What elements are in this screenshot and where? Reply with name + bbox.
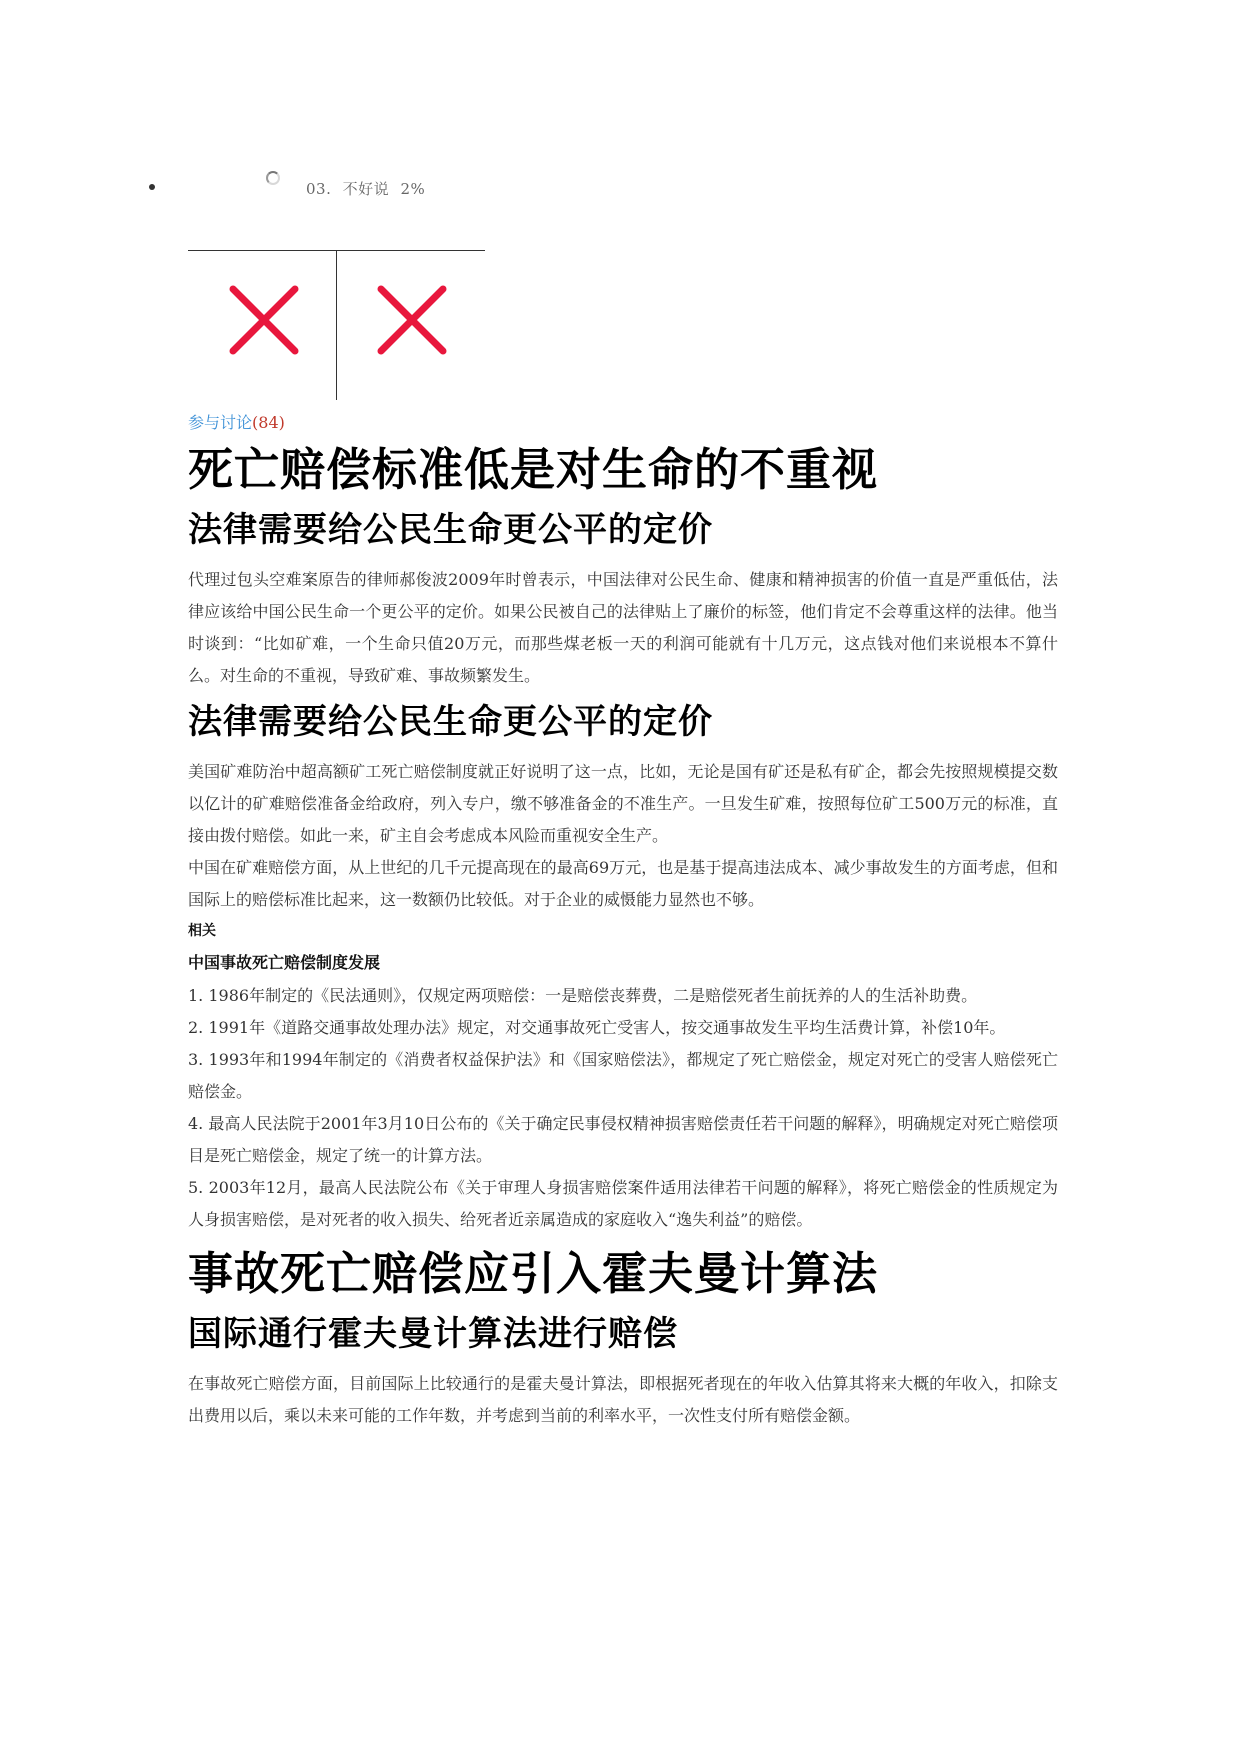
broken-image-icon	[227, 283, 301, 357]
related-label: 相关	[188, 923, 216, 939]
discussion-label: 参与讨论	[188, 413, 253, 432]
poll-option-number: 03.	[306, 180, 332, 198]
discussion-count: (84)	[252, 413, 285, 432]
paragraph: 中国在矿难赔偿方面，从上世纪的几千元提高现在的最高69万元，也是基于提高违法成本、减少事故发生的方面考虑，但和国际上的赔偿标准比起来，这一数额仍比较低。对于企业的威慑能力显然也不够。	[188, 858, 1058, 909]
image-divider	[336, 251, 337, 400]
list-item: 2. 1991年《道路交通事故处理办法》规定，对交通事故死亡受害人，按交通事故发生平均生活费计算，补偿10年。	[188, 1018, 1006, 1037]
list-item: 3. 1993年和1994年制定的《消费者权益保护法》和《国家赔偿法》，都规定了死亡赔偿金，规定对死亡的受害人赔偿死亡赔偿金。	[188, 1050, 1058, 1101]
poll-option-percent: 2%	[400, 180, 426, 198]
discussion-link[interactable]	[188, 410, 285, 433]
list-item: 4. 最高人民法院于2001年3月10日公布的《关于确定民事侵权精神损害赔偿责任若干问题的解释》，明确规定对死亡赔偿项目是死亡赔偿金，规定了统一的计算方法。	[188, 1114, 1058, 1165]
section-heading: 法律需要给公民生命更公平的定价	[188, 702, 713, 742]
loading-spinner-icon	[266, 171, 280, 185]
broken-image-icon	[375, 283, 449, 357]
section-heading: 国际通行霍夫曼计算法进行赔偿	[188, 1314, 678, 1354]
related-title: 中国事故死亡赔偿制度发展	[188, 953, 381, 972]
paragraph: 在事故死亡赔偿方面，目前国际上比较通行的是霍夫曼计算法，即根据死者现在的年收入估算其将来大概的年收入，扣除支出费用以后，乘以未来可能的工作年数，并考虑到当前的利率水平，一次性支付所有赔偿金额。	[188, 1374, 1058, 1425]
list-item: 1. 1986年制定的《民法通则》，仅规定两项赔偿：一是赔偿丧葬费，二是赔偿死者生前抚养的人的生活补助费。	[188, 986, 978, 1005]
article-title: 死亡赔偿标准低是对生命的不重视	[188, 443, 879, 496]
list-item: 5. 2003年12月，最高人民法院公布《关于审理人身损害赔偿案件适用法律若干问题的解释》，将死亡赔偿金的性质规定为人身损害赔偿，是对死者的收入损失、给死者近亲属造成的家庭收入“逸失利益”的赔偿。	[188, 1178, 1058, 1229]
paragraph: 代理过包头空难案原告的律师郝俊波2009年时曾表示，中国法律对公民生命、健康和精神损害的价值一直是严重低估，法律应该给中国公民生命一个更公平的定价。如果公民被自己的法律贴上了廉价的标签，他们肯定不会尊重这样的法律。他当时谈到：“比如矿难，一个生命只值20万元，而那些煤老板一天的利润可能就有十几万元，这点钱对他们来说根本不算什么。对生命的不重视，导致矿难、事故频繁发生。	[188, 570, 1058, 685]
article	[188, 440, 1058, 1432]
article-title: 事故死亡赔偿应引入霍夫曼计算法	[188, 1247, 879, 1300]
paragraph: 美国矿难防治中超高额矿工死亡赔偿制度就正好说明了这一点，比如，无论是国有矿还是私有矿企，都会先按照规模提交数以亿计的矿难赔偿准备金给政府，列入专户，缴不够准备金的不准生产。一旦发生矿难，按照每位矿工500万元的标准，直接由拨付赔偿。如此一来，矿主自会考虑成本风险而重视安全生产。	[188, 762, 1058, 845]
poll-option[interactable]	[306, 178, 431, 199]
section-heading: 法律需要给公民生命更公平的定价	[188, 510, 713, 550]
poll-option-label: 不好说	[342, 180, 390, 198]
list-bullet	[149, 184, 155, 190]
image-table	[188, 250, 485, 400]
